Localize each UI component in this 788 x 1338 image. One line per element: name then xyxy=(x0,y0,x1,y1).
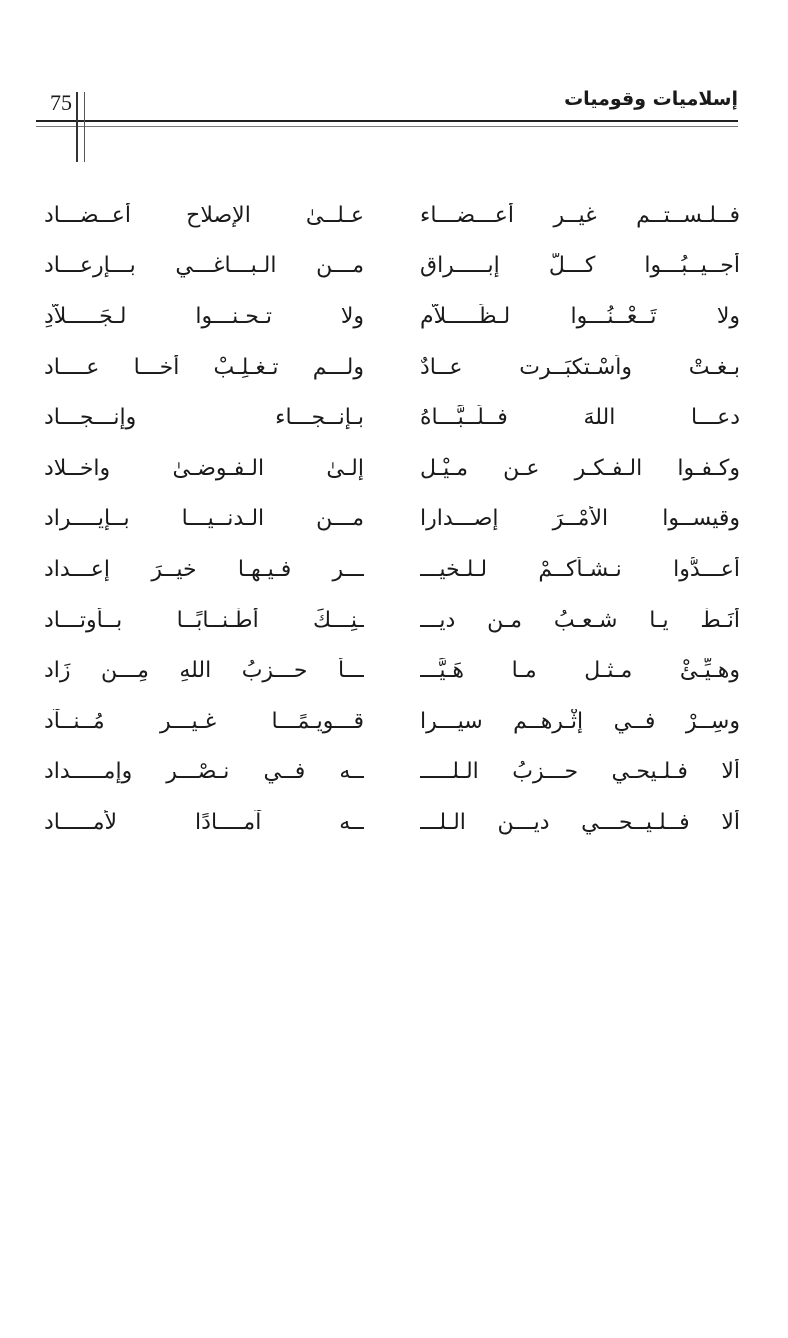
page-number: 75 xyxy=(50,90,72,115)
verse-first-hemistich: أجــيــبُـــوا كـــلَّ إبـــــراق xyxy=(420,253,740,279)
verse-second-hemistich: قـــويـمًـــا غـيـــر مُــنــآد xyxy=(44,708,364,734)
running-title: إسلاميات وقوميات xyxy=(564,88,738,110)
verse-second-hemistich: مـــن الـبـــاغـــي بـــإرعـــاد xyxy=(44,253,364,279)
verse xyxy=(44,392,740,443)
verse xyxy=(44,241,740,292)
verse xyxy=(44,595,740,646)
verse-first-hemistich: أنَـطْ يـا شـعـبُ مـن ديـــ xyxy=(420,607,740,633)
verse xyxy=(44,342,740,393)
verse xyxy=(44,544,740,595)
verse-second-hemistich: ــه فــي نـصْـــر وإمـــــداد xyxy=(44,759,364,785)
verse-second-hemistich: عـلــىٰ الإصلاح أعــضـــاد xyxy=(44,202,364,228)
verse-first-hemistich: أعـــدُّوا نـشـأكــمْ لـلـخيـــ xyxy=(420,556,740,582)
verse-first-hemistich: بـغـتْ واَسْـتكبَــرت عــادٌ xyxy=(420,354,740,380)
verse xyxy=(44,645,740,696)
verse-first-hemistich: ولا تَــعْــنُـــوا لـظَـــــلاَّمٍ xyxy=(420,303,740,329)
header-divider-bar xyxy=(76,92,78,162)
verse-second-hemistich: ـنِـــكَ أطْـنــابًــا بــأوتـــاد xyxy=(44,607,364,633)
verse xyxy=(44,443,740,494)
verse-first-hemistich: فــلـســتــم غيــر أعـــضـــاء xyxy=(420,202,740,228)
page-header xyxy=(36,82,738,126)
verse-second-hemistich: مـــن الـدنــيـــا بــإيــــراد xyxy=(44,506,364,532)
poem xyxy=(44,190,740,848)
verse xyxy=(44,190,740,241)
verse-second-hemistich: ولا تـحـنـــوا لـجَـــــلاَّدِ xyxy=(44,303,364,329)
verse xyxy=(44,291,740,342)
verse-first-hemistich: دعـــا اللهَ فــلَــبَّـــاهُ xyxy=(420,405,740,431)
verse-second-hemistich: ـــأ حـــزبُ اللهِ مِـــن زَاد xyxy=(44,658,364,684)
verse-first-hemistich: ألا فــلـيــحـــي ديـــن الـلـــ xyxy=(420,809,740,835)
header-rule-thin xyxy=(36,126,738,127)
verse-second-hemistich: بـإنــجـــاء وإنـــجـــاد xyxy=(44,405,364,431)
header-divider-bar-thin xyxy=(84,92,85,162)
header-rule xyxy=(36,120,738,122)
verse-first-hemistich: وسِــرْ فــي إثْـرهــم سيـــرا xyxy=(420,708,740,734)
verse xyxy=(44,696,740,747)
verse-first-hemistich: وهـيِّـئْ مـثـل مـا هَـيَّـــ xyxy=(420,658,740,684)
verse-first-hemistich: وقيســوا الأمْــرَ إصـــدارا xyxy=(420,506,740,532)
verse-first-hemistich: ألا فـلـيحـي حـــزبُ الـلـــــ xyxy=(420,759,740,785)
verse xyxy=(44,494,740,545)
verse-second-hemistich: إلـىٰ الـفـوضـىٰ واخــلاد xyxy=(44,455,364,481)
verse-second-hemistich: ــه آمــــادًا لأمـــــاد xyxy=(44,809,364,835)
verse-first-hemistich: وكـفـوا الـفـكـر عـن مـيْـل xyxy=(420,455,740,481)
verse-second-hemistich: ـــرِ فـيـهـا خيــرَ إعـــداد xyxy=(44,556,364,582)
verse xyxy=(44,747,740,798)
verse-second-hemistich: ولـــم تـغـلِـبْ أخـــا عــــاد xyxy=(44,354,364,380)
verse xyxy=(44,797,740,848)
